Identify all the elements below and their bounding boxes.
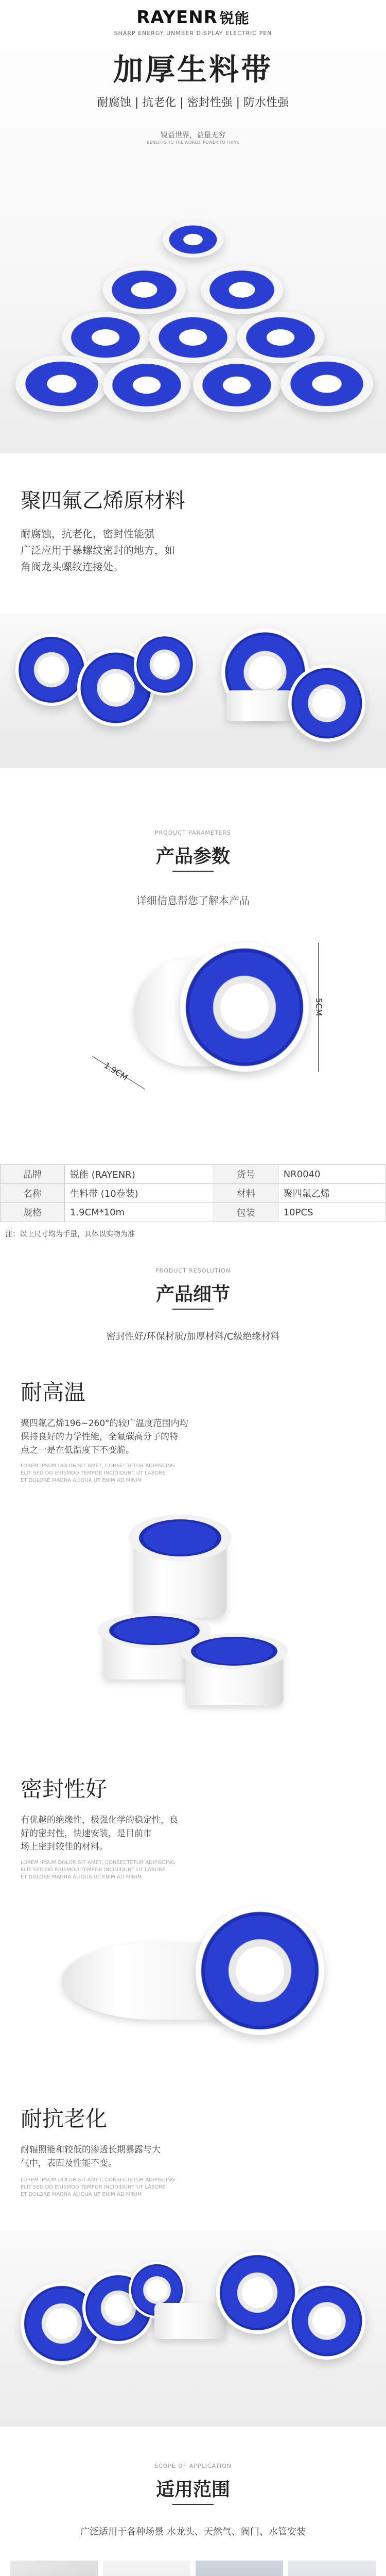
details-divider — [172, 1309, 214, 1310]
table-cell: NR0040 — [278, 1165, 385, 1184]
table-cell: 规格 — [1, 1203, 65, 1222]
table-cell: 聚四氟乙烯 — [278, 1184, 385, 1203]
table-cell: 品牌 — [1, 1165, 65, 1184]
feature3-desc: 耐辐照能和较低的渗透长期暴露与大 气中，表面及性能不变。 — [21, 2145, 161, 2168]
scope-divider — [172, 2504, 214, 2505]
params-subtitle: 详细信息帮您了解本产品 — [136, 894, 250, 907]
table-row — [1, 1184, 386, 1203]
intro-product-image — [0, 613, 386, 768]
brand-logo — [0, 7, 386, 28]
scope-section — [0, 2442, 386, 2576]
dim-width-label: 1.9CM — [102, 1060, 130, 1082]
feature3-en-3: ET DOLORE MAGNA ALIQUA UT ENIM AD MINIM — [21, 2192, 142, 2197]
scope-photo-4 — [288, 2561, 376, 2576]
scope-en: SCOPE OF APPLICATION — [154, 2463, 232, 2469]
table-cell: 锐能 (RAYENR) — [65, 1165, 214, 1184]
feature2-title: 密封性好 — [21, 1776, 108, 1802]
feature2-en-3: ET DOLORE MAGNA ALIQUA UT ENIM AD MINIM — [21, 1874, 142, 1880]
feature2-image — [0, 1886, 386, 2081]
intro-desc: 耐腐蚀，抗老化，密封性能强 广泛应用于暴螺纹密封的地方，如 角阀龙头螺纹连接处。 — [21, 528, 175, 573]
scope-photo-2 — [103, 2561, 190, 2576]
scope-photo-3 — [196, 2561, 283, 2576]
scope-desc: 广泛适用于各种场景 水龙头、天然气、阀门、水管安装 — [80, 2527, 306, 2537]
feature2-desc: 有优越的绝缘性，极强化学的稳定性，良 好的密封性，快速安装，是目前市 场上密封较佳的材料。 — [21, 1815, 178, 1852]
scope-photo-1 — [10, 2561, 98, 2576]
tape-pyramid-image — [0, 216, 386, 422]
feature1-desc: 聚四氟乙烯196~260°的较广温度范围内均 保持良好的力学性能，全氟碳高分子的特 点之一是在低温度下不变脆。 — [21, 1418, 188, 1455]
feature1-title: 耐高温 — [21, 1380, 86, 1405]
brand-tagline: SHARP ENERGY UNMBER DISPLAY ELECTRIC PEN — [114, 30, 272, 37]
params-section — [0, 824, 386, 1247]
brand-en: RAYENR — [136, 7, 218, 28]
feature3-title: 耐抗老化 — [21, 2106, 108, 2131]
table-cell: 材料 — [214, 1184, 278, 1203]
dim-diameter-label: 5CM — [314, 997, 324, 1016]
feature-line: 耐腐蚀 | 抗老化 | 密封性强 | 防水性强 — [97, 96, 289, 109]
table-cell: 1.9CM*10m — [65, 1203, 214, 1222]
feature1-en-1: LOREM IPSUM DOLOR SIT AMET, CONSECTETUR ADIPISCING — [21, 1463, 176, 1469]
slogan-en: BENEFITS TO THE WORLD, POWER TO THINK — [147, 140, 239, 145]
feature2-en-2: ELIT SED DO EIUSMOD TEMPOR INCIDIDUNT UT LABORE — [21, 1867, 166, 1873]
params-table — [0, 1164, 386, 1225]
feature3-en-1: LOREM IPSUM DOLOR SIT AMET, CONSECTETUR ADIPISCING — [21, 2177, 176, 2183]
scope-title: 适用范围 — [155, 2479, 230, 2500]
feature3-image — [0, 2231, 386, 2427]
params-note: 注：以上尺寸均为手量，具体以实物为准 — [5, 1230, 135, 1239]
details-en: PRODUCT RESOLUTION — [155, 1267, 231, 1274]
table-cell: 货号 — [214, 1165, 278, 1184]
table-row — [1, 1203, 386, 1222]
table-cell: 生料带 (10卷装) — [65, 1184, 214, 1203]
intro-title: 聚四氟乙烯原材料 — [21, 489, 185, 513]
params-divider — [172, 871, 214, 872]
params-title: 产品参数 — [155, 846, 230, 867]
feature2-en-1: LOREM IPSUM DOLOR SIT AMET, CONSECTETUR ADIPISCING — [21, 1860, 176, 1866]
feature1-en-3: ET DOLORE MAGNA ALIQUA UT ENIM AD MINIM — [21, 1478, 142, 1483]
product-title: 加厚生料带 — [113, 52, 273, 87]
table-cell: 名称 — [1, 1184, 65, 1203]
feature-sealing — [0, 1762, 386, 2092]
details-tags: 密封性好/环保材质/加厚材料/C级绝缘材料 — [106, 1331, 280, 1342]
params-product-image — [62, 927, 329, 1123]
brand-cn: 锐能 — [219, 10, 250, 27]
hero-section — [0, 0, 386, 453]
table-cell: 包装 — [214, 1203, 278, 1222]
feature1-en-2: ELIT SED DO EIUSMOD TEMPOR INCIDIDUNT UT LABORE — [21, 1470, 166, 1476]
details-title: 产品细节 — [155, 1284, 230, 1305]
feature3-en-2: ELIT SED DO EIUSMOD TEMPOR INCIDIDUNT UT LABORE — [21, 2184, 166, 2190]
details-section — [0, 1247, 386, 1360]
feature1-image — [0, 1504, 386, 1741]
feature-high-temp — [0, 1360, 386, 1762]
table-cell: 10PCS — [278, 1203, 385, 1222]
intro-section — [0, 453, 386, 824]
params-en: PRODUCT PARAMETERS — [154, 829, 232, 836]
feature-anti-aging — [0, 2092, 386, 2442]
table-row — [1, 1165, 386, 1184]
slogan-cn: 锐益世界，益量无穷 — [161, 131, 225, 140]
